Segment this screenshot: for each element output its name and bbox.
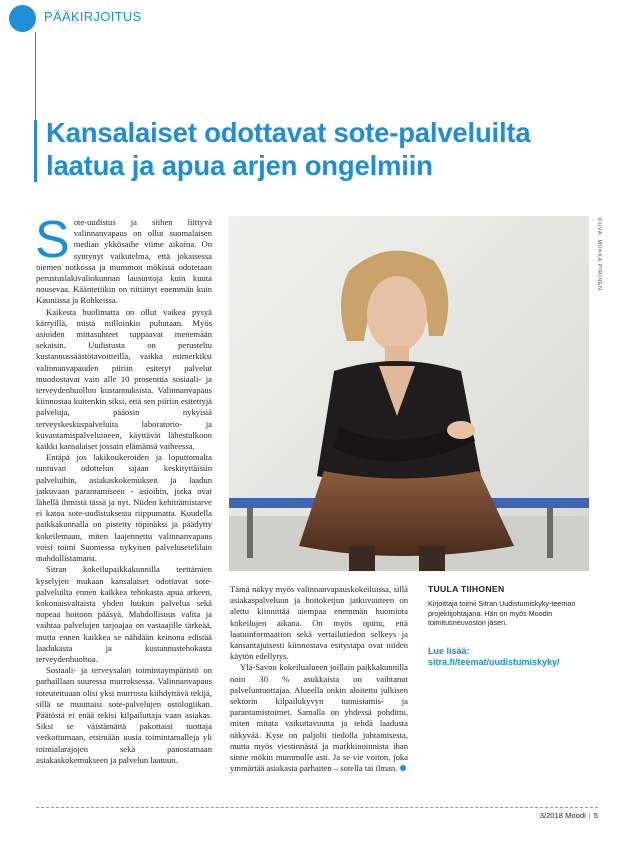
footer-separator: | — [588, 811, 591, 820]
author-name: TUULA TIIHONEN — [428, 584, 505, 594]
article-paragraph: Tämä näkyy myös valinnanvapauskokeiluissa, sillä asiakaspalveluun ja hoitoketjun jatkuvuuteen on alettu kiinnittää aiempaa enemmän huomiota kokeilujen aikana. On myös opittu, että laatuinformaation sekä vertailutiedon selkeys ja kansantajuisesti kiinnostava esitystapa ovat niiden käytön edellytys. — [230, 584, 408, 662]
paragraph-text: ote-uudistus ja siihen liittyvä valinnanvapaus on ollut suomalaisen median ykkösaihe viime aikoina. On syntynyt vaikutelma, että jokaisessa niemen notkossa ja mummon mökissä odotetaan perustuslakivaliokunnan lausuntoja kuin kuuta nousevaa. Kääntetiikin on riittänyt enemmän kuin Kauniissa ja Rohkeissa. — [36, 217, 212, 306]
article-paragraph — [35, 211, 212, 307]
read-more-label: Lue lisää: — [428, 645, 470, 656]
read-more-link[interactable]: sitra.fi/teemat/uudistumiskyky/ — [428, 656, 560, 667]
article-paragraph: Sitran kokeilupaikkakunnilla teettämien kyselyjen mukaan kansalaiset odottavat sote-palveluilta ennen kaikkea tehokasta apua arkeen, kokonaisvaltaista yhden luukun palvelua sekä nopeaa hoitoon pääsyä. Mahdollisuus valita ja vaihtaa palvelujen tarjoajaa on vastaajille tärkeää, mutta ennen kaikkea se nähdään keinona edistää laadukasta ja kustannustehokasta terveydenhuoltoa. — [36, 564, 212, 664]
author-photo — [229, 216, 589, 571]
author-info — [428, 584, 598, 667]
paragraph-text: Ylä-Savon kokeilualueen joillain paikkakunnilla noin 30 % asukkaista on vaihtanut palveluntuottajaa. Alueella onkin aloitettu julkisen sektorin kilpailukyvyn tunnistamis- ja parantamistoimet. Samalla on yhdessä pohdittu, miten mitata vaikuttavuutta ja tehdä laadusta näkyvää. Kyse on paljolti tiedolla johtamisesta, mutta myös viestinnästä ja markkinoinnista ihan sinne mökin mummolle asti. Ja se vie voiton, joka ymmärtää asiakasta parhaiten – sotella tai ilman. — [230, 662, 408, 774]
article-paragraph — [230, 662, 408, 774]
article-column-2 — [230, 584, 408, 774]
author-photo-illustration — [229, 216, 589, 571]
article-title-line-2: laatua ja apua arjen ongelmiin — [46, 150, 433, 181]
drop-cap: S — [35, 211, 70, 269]
article-paragraph: Kaikesta huolimatta on ollut vaikea pysyä kärryillä, mistä milloinkin puhutaan. Myös asioiden mittasuhteet tuppaavat menemään sekaisin. Uudistusta on perusteltu kustannussäästötavoitteilla, vaikka esimerkiksi valinnanvapauden piiriin esitetyt palvelut muodostavat vain alle 10 prosenttia sosiaali- ja terveydenhuollon kustannuksista. Valinnanvapaus kiinnostaa kuitenkin siksi, että sen piiriin esitettyjä palveluja, pääosin nykyisiä terveyskeskuspalveluita laboratorio- ja kuvantamispalveluineen, käyttävät lähestulkoon kaikki kansalaiset jossain elämänsä vaiheessa. — [36, 306, 212, 452]
author-bio: Kirjoittaja toimii Sitran Uudistumiskyky-teeman projektijohtajana. Hän on myös Moodin toimitusneuvoston jäsen. — [428, 599, 576, 628]
footer-divider — [36, 807, 598, 808]
title-accent-bar — [34, 120, 37, 182]
article-column-1 — [35, 211, 212, 766]
end-mark-icon — [400, 765, 406, 771]
photo-credit: KUVA: MIIKKA PIRINEN — [596, 218, 602, 291]
page-footer — [540, 811, 598, 820]
page-number: 5 — [593, 811, 598, 820]
article-paragraph: Sosiaali- ja terveysalan toimintaympäristö on parhaillaan suuressa murroksessa. Valinnanvapaus toteutettuaan olisi yksi murrosta kiihdyttävä tekijä, sillä se muuttaisi sote-palvelujen ostologiikan. Päätöstä ei enää tekisi kilpailuttaja vaan asiakas. Siksi se väistämättä pakottaisi tuottaja verkottumaan, etsimään uusia toimintamalleja yli toimialarajojen sekä panostamaan asiakaskokemukseen ja palvelun laatuun. — [36, 665, 212, 765]
section-dot — [9, 5, 36, 32]
article-paragraph: Entäpä jos lakikoukeroiden ja loputtomalta tuntuvan odottelun sijaan keskityttäisiin palveluihin, asiakaskokemuksen ja laadun jatkuvaan parantamiseen - asioihin, jotka ovat lähellä ihmistä tässä ja nyt. Niiden kehittämistarve ei katoa sote-uudistuksesta riippumatta. Kuudella paikkakunnalla on pistetty töpinäksi ja päädytty kokeilemaan, miten laajennettu valinnanvapaus voisi toimi Suomessa nykyisen palvelusetelilain mahdollistamana. — [36, 452, 212, 564]
issue-label: 3/2018 Moodi — [539, 811, 586, 820]
section-label: PÄÄKIRJOITUS — [44, 9, 142, 24]
article-title — [46, 116, 606, 182]
article-title-line-1: Kansalaiset odottavat sote-palveluilta — [46, 117, 531, 148]
